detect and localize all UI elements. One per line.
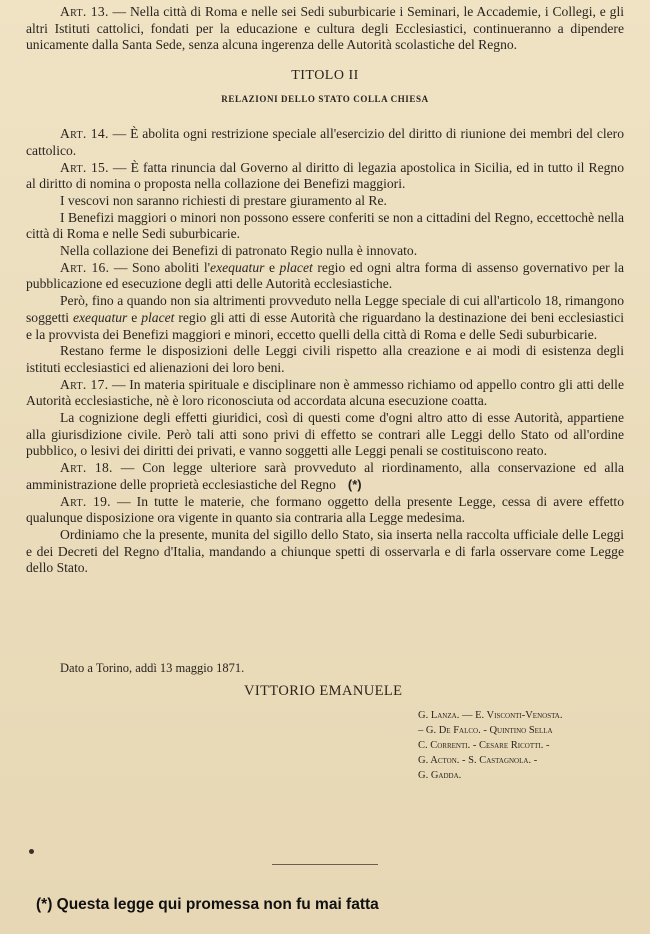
- article-14: Art. 14. — È abolita ogni restrizione speciale all'esercizio del diritto di riunione dei membri del clero cattolico.: [26, 126, 625, 158]
- separator-rule: [272, 864, 378, 865]
- ink-dot: [29, 849, 34, 854]
- article-15-paragraph-4: Nella collazione dei Benefizi di patronato Regio nulla è innovato.: [60, 243, 418, 259]
- enactment-clause: Ordiniamo che la presente, munita del sigillo dello Stato, sia inserta nella raccolta ufficiale delle Leggi e dei Decreti del Regno d'Italia, mandando a chiunque spetti di osservarla e di farla osservare come Legge dello Stato.: [26, 526, 624, 576]
- signatory-line: G. Gadda.: [418, 770, 462, 781]
- signatory-line: G. Lanza. — E. Visconti-Venosta.: [418, 710, 563, 721]
- article-18: Art. 18. — Con legge ulteriore sarà provveduto al riordinamento, alla conservazione ed alla amministrazione delle proprietà ecclesiastiche del Regno (*): [26, 460, 624, 492]
- article-15-paragraph-3: I Benefizi maggiori o minori non possono essere conferiti se non a cittadini del Regno, eccettochè nella città di Roma e nelle Sedi suburbicarie.: [26, 209, 624, 242]
- law-text: [26, 4, 624, 577]
- article-19: Art. 19. — In tutte le materie, che formano oggetto della presente Legge, cessa di avere effetto qualunque disposizione ora vigente in quanto sia contraria alla Legge medesima.: [26, 493, 625, 526]
- section-subtitle: RELAZIONI DELLO STATO COLLA CHIESA: [221, 94, 429, 105]
- article-16: Art. 16. — Sono aboliti l'exequatur e placet regio ed ogni altra forma di assenso governativo per la pubblicazione ed esecuzione degli atti delle Autorità ecclesiastiche.: [26, 259, 624, 292]
- section-title: TITOLO II: [291, 68, 359, 84]
- signatory-line: G. Acton. - S. Castagnola. -: [418, 755, 538, 766]
- article-15-paragraph-2: I vescovi non saranno richiesti di prestare giuramento al Re.: [60, 192, 387, 208]
- article-13: Art. 13. — Nella città di Roma e nelle sei Sedi suburbicarie i Seminari, le Accademie, i Collegi, e gli altri Istituti cattolici, fondati per la educazione e cultura degli Ecclesiastici, continueranno a dipendere unicamente dalla Santa Sede, senza alcuna ingerenza delle Autorità scolastiche del Regno.: [26, 4, 624, 53]
- footnote: (*) Questa legge qui promessa non fu mai fatta: [36, 896, 379, 913]
- ministers-signatures: [418, 708, 630, 783]
- article-16-paragraph-3: Restano ferme le disposizioni delle Leggi civili rispetto alla creazione e ai modi di esistenza degli istituti ecclesiastici ed alienazioni dei loro beni.: [26, 343, 624, 375]
- article-15: Art. 15. — È fatta rinuncia dal Governo al diritto di legazia apostolica in Sicilia, ed in tutto il Regno al diritto di nomina o proposta nella collazione dei Benefizi maggiori.: [26, 159, 625, 192]
- article-16-paragraph-2: Però, fino a quando non sia altrimenti provveduto nella Legge speciale di cui all'articolo 18, rimangono soggetti exequatur e placet regio gli atti di esse Autorità che riguardano la destinazione dei beni ecclesiastici e la provvista dei Benefizi maggiori e minori, eccetto quelli della città di Roma e delle Sedi suburbicarie.: [26, 293, 624, 342]
- date-line: Dato a Torino, addì 13 maggio 1871.: [60, 661, 245, 675]
- article-17: Art. 17. — In materia spirituale e disciplinare non è ammesso richiamo od appello contro gli atti delle Autorità ecclesiastiche, nè è loro riconosciuta od accordata alcuna esecuzione coatta.: [26, 376, 624, 409]
- king-signature: VITTORIO EMANUELE: [244, 683, 403, 699]
- signatory-line: C. Correnti. - Cesare Ricotti. -: [418, 740, 550, 751]
- signatory-line: – G. De Falco. - Quintino Sella: [418, 725, 553, 736]
- article-17-paragraph-2: La cognizione degli effetti giuridici, così di questi come d'ogni altro atto di esse Autorità, appartiene alla giurisdizione civile. Però tali atti sono privi di effetto se contrari alle Leggi dello Stato od all'ordine pubblico, o lesivi dei diritti dei privati, e vanno soggetti alle Leggi penali se costituiscono reato.: [26, 410, 624, 459]
- footnote-marker: (*): [347, 476, 362, 492]
